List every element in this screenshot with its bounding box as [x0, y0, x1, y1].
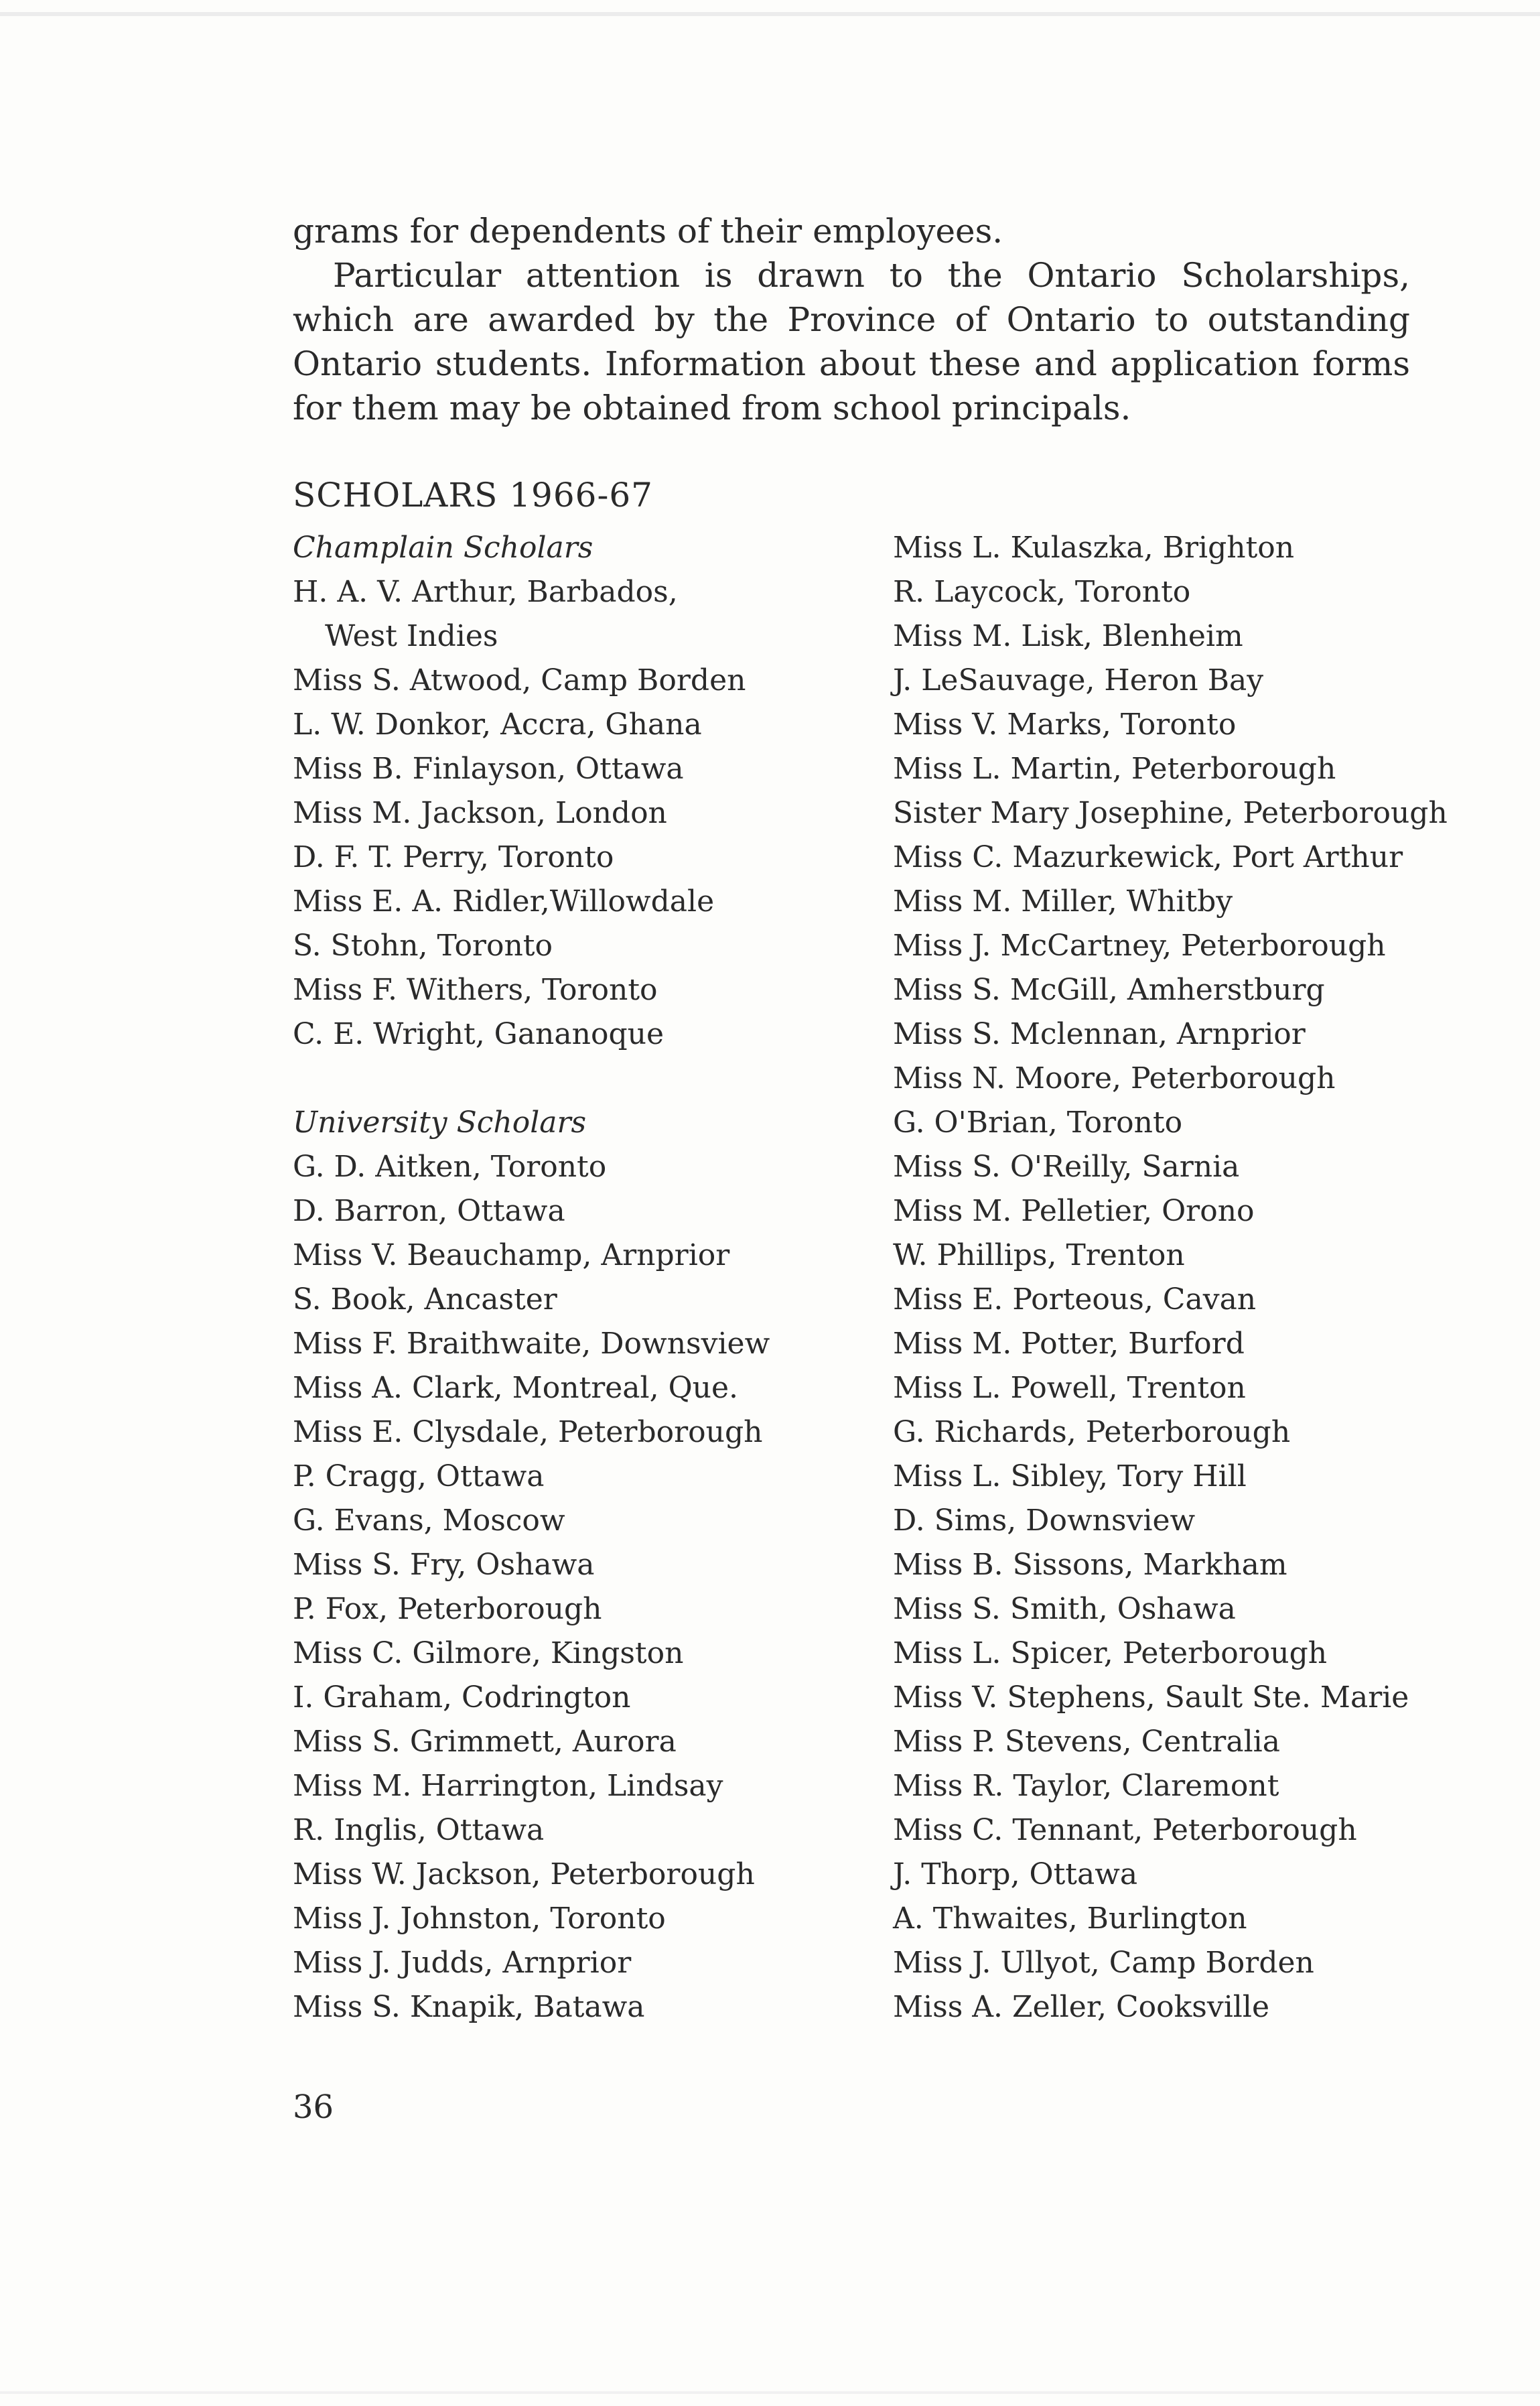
list-item: Miss C. Tennant, Peterborough	[893, 1813, 1357, 1847]
list-item: G. O'Brian, Toronto	[893, 1106, 1183, 1140]
list-item: S. Book, Ancaster	[293, 1282, 557, 1317]
list-item: Miss B. Sissons, Markham	[893, 1548, 1287, 1582]
list-item: A. Thwaites, Burlington	[893, 1901, 1247, 1936]
list-item: Miss V. Marks, Toronto	[893, 708, 1237, 742]
list-item: Miss L. Martin, Peterborough	[893, 752, 1336, 786]
list-item: Miss S. McGill, Amherstburg	[893, 973, 1325, 1007]
list-item: Miss F. Withers, Toronto	[293, 973, 658, 1007]
list-item: Miss M. Potter, Burford	[893, 1327, 1245, 1361]
list-item: Miss S. Atwood, Camp Borden	[293, 663, 746, 697]
list-item: Miss M. Harrington, Lindsay	[293, 1769, 723, 1803]
list-item: Miss S. O'Reilly, Sarnia	[893, 1150, 1240, 1184]
intro-text	[293, 209, 1410, 430]
list-item: D. Sims, Downsview	[893, 1503, 1196, 1538]
list-item: G. D. Aitken, Toronto	[293, 1150, 607, 1184]
list-item: Miss M. Jackson, London	[293, 796, 667, 830]
list-item: Miss J. Johnston, Toronto	[293, 1901, 666, 1936]
list-item: L. W. Donkor, Accra, Ghana	[293, 708, 702, 742]
list-item: Miss S. Knapik, Batawa	[293, 1990, 645, 2024]
list-item: Miss L. Kulaszka, Brighton	[893, 531, 1295, 565]
list-item: Miss N. Moore, Peterborough	[893, 1061, 1336, 1095]
list-item: Sister Mary Josephine, Peterborough	[893, 796, 1448, 830]
list-item: Miss A. Clark, Montreal, Que.	[293, 1371, 739, 1405]
list-item: Miss E. Porteous, Cavan	[893, 1282, 1257, 1317]
list-item: Miss V. Beauchamp, Arnprior	[293, 1238, 730, 1272]
list-item: J. LeSauvage, Heron Bay	[893, 663, 1264, 697]
list-item: Miss E. A. Ridler,Willowdale	[293, 884, 715, 919]
list-item: Miss W. Jackson, Peterborough	[293, 1857, 755, 1891]
bottom-edge-rule	[0, 2391, 1540, 2394]
list-item: Miss F. Braithwaite, Downsview	[293, 1327, 770, 1361]
university-scholars-heading: University Scholars	[293, 1106, 587, 1140]
list-item: Miss L. Powell, Trenton	[893, 1371, 1246, 1405]
list-item: R. Inglis, Ottawa	[293, 1813, 545, 1847]
list-item: G. Richards, Peterborough	[893, 1415, 1291, 1449]
list-item: H. A. V. Arthur, Barbados,	[293, 575, 678, 609]
list-item: Miss A. Zeller, Cooksville	[893, 1990, 1269, 2024]
list-item: Miss P. Stevens, Centralia	[893, 1725, 1280, 1759]
section-heading: SCHOLARS 1966-67	[293, 476, 653, 515]
intro-continued-line: grams for dependents of their employees.	[293, 212, 1003, 251]
university-scholars-list-left	[293, 1145, 829, 2029]
left-column	[293, 526, 829, 2029]
list-item: I. Graham, Codrington	[293, 1680, 631, 1715]
list-item: Miss C. Mazurkewick, Port Arthur	[893, 840, 1403, 874]
university-scholars-list-right	[893, 526, 1469, 2029]
list-item: Miss M. Pelletier, Orono	[893, 1194, 1255, 1228]
section-spacer	[293, 1057, 829, 1101]
list-item: Miss L. Spicer, Peterborough	[893, 1636, 1328, 1670]
list-item: Miss S. Grimmett, Aurora	[293, 1725, 677, 1759]
list-item: Miss E. Clysdale, Peterborough	[293, 1415, 763, 1449]
list-item: G. Evans, Moscow	[293, 1503, 565, 1538]
champlain-scholars-heading: Champlain Scholars	[293, 531, 593, 565]
list-item: Miss M. Miller, Whitby	[893, 884, 1233, 919]
list-item: Miss J. Ullyot, Camp Borden	[893, 1946, 1314, 1980]
list-item: Miss M. Lisk, Blenheim	[893, 619, 1243, 653]
intro-paragraph: Particular attention is drawn to the Ontario Scholarships, which are awarded by the Province of Ontario to outstanding Ontario students. Information about these and application forms for them may be obtained from school principals.	[293, 256, 1410, 427]
page-number: 36	[293, 2088, 334, 2126]
list-item: Miss J. Judds, Arnprior	[293, 1946, 632, 1980]
list-item: West Indies	[325, 619, 498, 653]
top-edge-rule	[0, 12, 1540, 16]
list-item: P. Cragg, Ottawa	[293, 1459, 545, 1493]
list-item: Miss C. Gilmore, Kingston	[293, 1636, 684, 1670]
right-column	[893, 526, 1469, 2029]
list-item: J. Thorp, Ottawa	[893, 1857, 1138, 1891]
list-item: W. Phillips, Trenton	[893, 1238, 1185, 1272]
list-item: Miss B. Finlayson, Ottawa	[293, 752, 684, 786]
list-item: D. F. T. Perry, Toronto	[293, 840, 614, 874]
list-item: Miss S. Mclennan, Arnprior	[893, 1017, 1306, 1051]
list-item: Miss S. Fry, Oshawa	[293, 1548, 595, 1582]
list-item: C. E. Wright, Gananoque	[293, 1017, 664, 1051]
list-item: P. Fox, Peterborough	[293, 1592, 602, 1626]
list-item: Miss J. McCartney, Peterborough	[893, 929, 1386, 963]
champlain-scholars-list	[293, 570, 829, 1057]
list-item: Miss V. Stephens, Sault Ste. Marie	[893, 1680, 1409, 1715]
list-item: Miss S. Smith, Oshawa	[893, 1592, 1236, 1626]
list-item: R. Laycock, Toronto	[893, 575, 1191, 609]
list-item: Miss L. Sibley, Tory Hill	[893, 1459, 1247, 1493]
list-item: D. Barron, Ottawa	[293, 1194, 565, 1228]
list-item: S. Stohn, Toronto	[293, 929, 553, 963]
list-item: Miss R. Taylor, Claremont	[893, 1769, 1279, 1803]
